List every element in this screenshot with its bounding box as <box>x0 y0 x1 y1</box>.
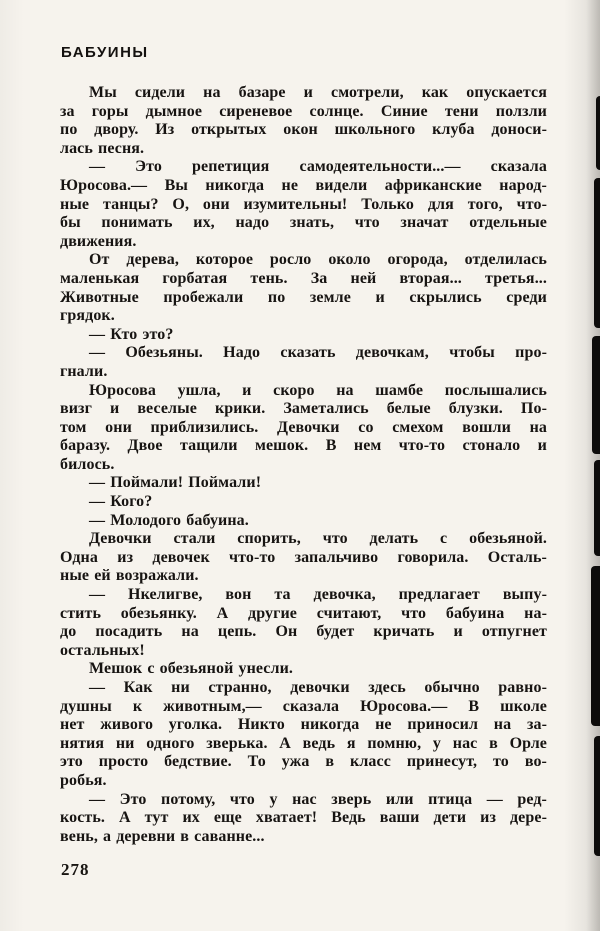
paragraph <box>60 84 547 158</box>
text-line: — Молодого бабуина. <box>89 511 249 529</box>
paragraph <box>60 251 547 325</box>
text-line: гнали. <box>60 362 108 380</box>
paragraph <box>60 660 547 679</box>
scan-edge-artifact <box>594 736 600 856</box>
text-line: Животные пробежали по земле и скрылись среди <box>60 288 547 306</box>
text-line: душны к животным,— сказала Юросова.— В школе <box>60 697 547 715</box>
text-line: том они приблизились. Девочки со смехом вошли на <box>60 418 547 436</box>
page-number: 278 <box>61 860 90 879</box>
paragraph <box>60 791 547 847</box>
paragraph <box>60 679 547 791</box>
paragraph <box>60 493 547 512</box>
scan-edge-artifact <box>591 566 600 726</box>
paragraph <box>60 344 547 381</box>
text-line: — Как ни странно, девочки здесь обычно равно- <box>89 679 547 696</box>
text-line: — Поймали! Поймали! <box>89 474 262 492</box>
text-line: визг и веселые крики. Заметались белые блузки. По- <box>60 400 547 418</box>
text-line: по двору. Из открытых окон школьного клуба доноси- <box>60 121 547 139</box>
paragraph <box>60 586 547 660</box>
text-line: до посадить на цепь. Он будет кричать и отпугнет <box>60 623 547 641</box>
chapter-header: БАБУИНЫ <box>61 44 149 61</box>
paragraph <box>60 512 547 531</box>
text-line: робья. <box>60 771 107 789</box>
text-line: Мы сидели на базаре и смотрели, как опускается <box>89 84 547 101</box>
scan-edge-artifact <box>594 460 600 556</box>
scan-edge-artifact <box>592 336 600 454</box>
text-line: лась песня. <box>60 139 145 157</box>
text-line: нет живого уголка. Никто никогда не приносил на за- <box>60 716 547 734</box>
text-line: ные танцы? О, они изумительны! Только для того, что- <box>60 195 547 213</box>
text-line: — Нкелигве, вон та девочка, предлагает выпу- <box>89 586 547 604</box>
text-line: вень, а деревни в саванне... <box>60 827 265 845</box>
text-line: кость. А тут их еще хватает! Ведь ваши дети из дере- <box>60 809 547 827</box>
paragraph <box>60 326 547 345</box>
text-line: остальных! <box>60 641 145 659</box>
text-line: ные ей возражали. <box>60 567 199 585</box>
text-line: маленькая горбатая тень. За ней вторая... третья... <box>60 269 547 287</box>
paragraph <box>60 530 547 586</box>
text-line: Юросова ушла, и скоро на шамбе послышались <box>89 381 547 399</box>
text-line: — Кого? <box>89 493 153 511</box>
scan-edge-artifact <box>594 178 600 328</box>
paragraph <box>60 158 547 251</box>
text-line: Девочки стали спорить, что делать с обезьяной. <box>89 530 547 548</box>
text-line: Юросова.— Вы никогда не видели африканские народ- <box>60 176 547 194</box>
text-line: билось. <box>60 455 115 473</box>
text-line: — Обезьяны. Надо сказать девочкам, чтобы про- <box>89 344 547 362</box>
text-line: нятия ни одного зверька. А ведь я помню, у нас в Орле <box>60 734 547 752</box>
text-line: за горы дымное сиреневое солнце. Синие тени ползли <box>60 102 547 120</box>
text-line: От дерева, которое росло около огорода, отделилась <box>89 251 547 269</box>
text-line: баразу. Двое тащили мешок. В нем что-то стонало и <box>60 437 547 455</box>
text-line: Одна из девочек что-то запальчиво говорила. Осталь- <box>60 548 547 566</box>
text-line: — Это потому, что у нас зверь или птица — ред- <box>89 790 547 808</box>
text-block <box>60 84 547 846</box>
paragraph <box>60 382 547 475</box>
text-line: Мешок с обезьяной унесли. <box>89 660 294 678</box>
text-line: движения. <box>60 232 137 250</box>
scan-edge-artifact <box>596 96 600 170</box>
text-line: — Это репетиция самодеятельности...— сказала <box>89 158 547 176</box>
text-line: стить обезьянку. А другие считают, что бабуина на- <box>60 604 547 622</box>
text-line: это просто бедствие. То ужа в класс принесут, то во- <box>60 753 547 771</box>
text-line: бы понимать их, надо знать, что значат отдельные <box>60 214 547 232</box>
paragraph <box>60 474 547 493</box>
text-line: — Кто это? <box>89 325 174 343</box>
text-line: грядок. <box>60 307 115 325</box>
